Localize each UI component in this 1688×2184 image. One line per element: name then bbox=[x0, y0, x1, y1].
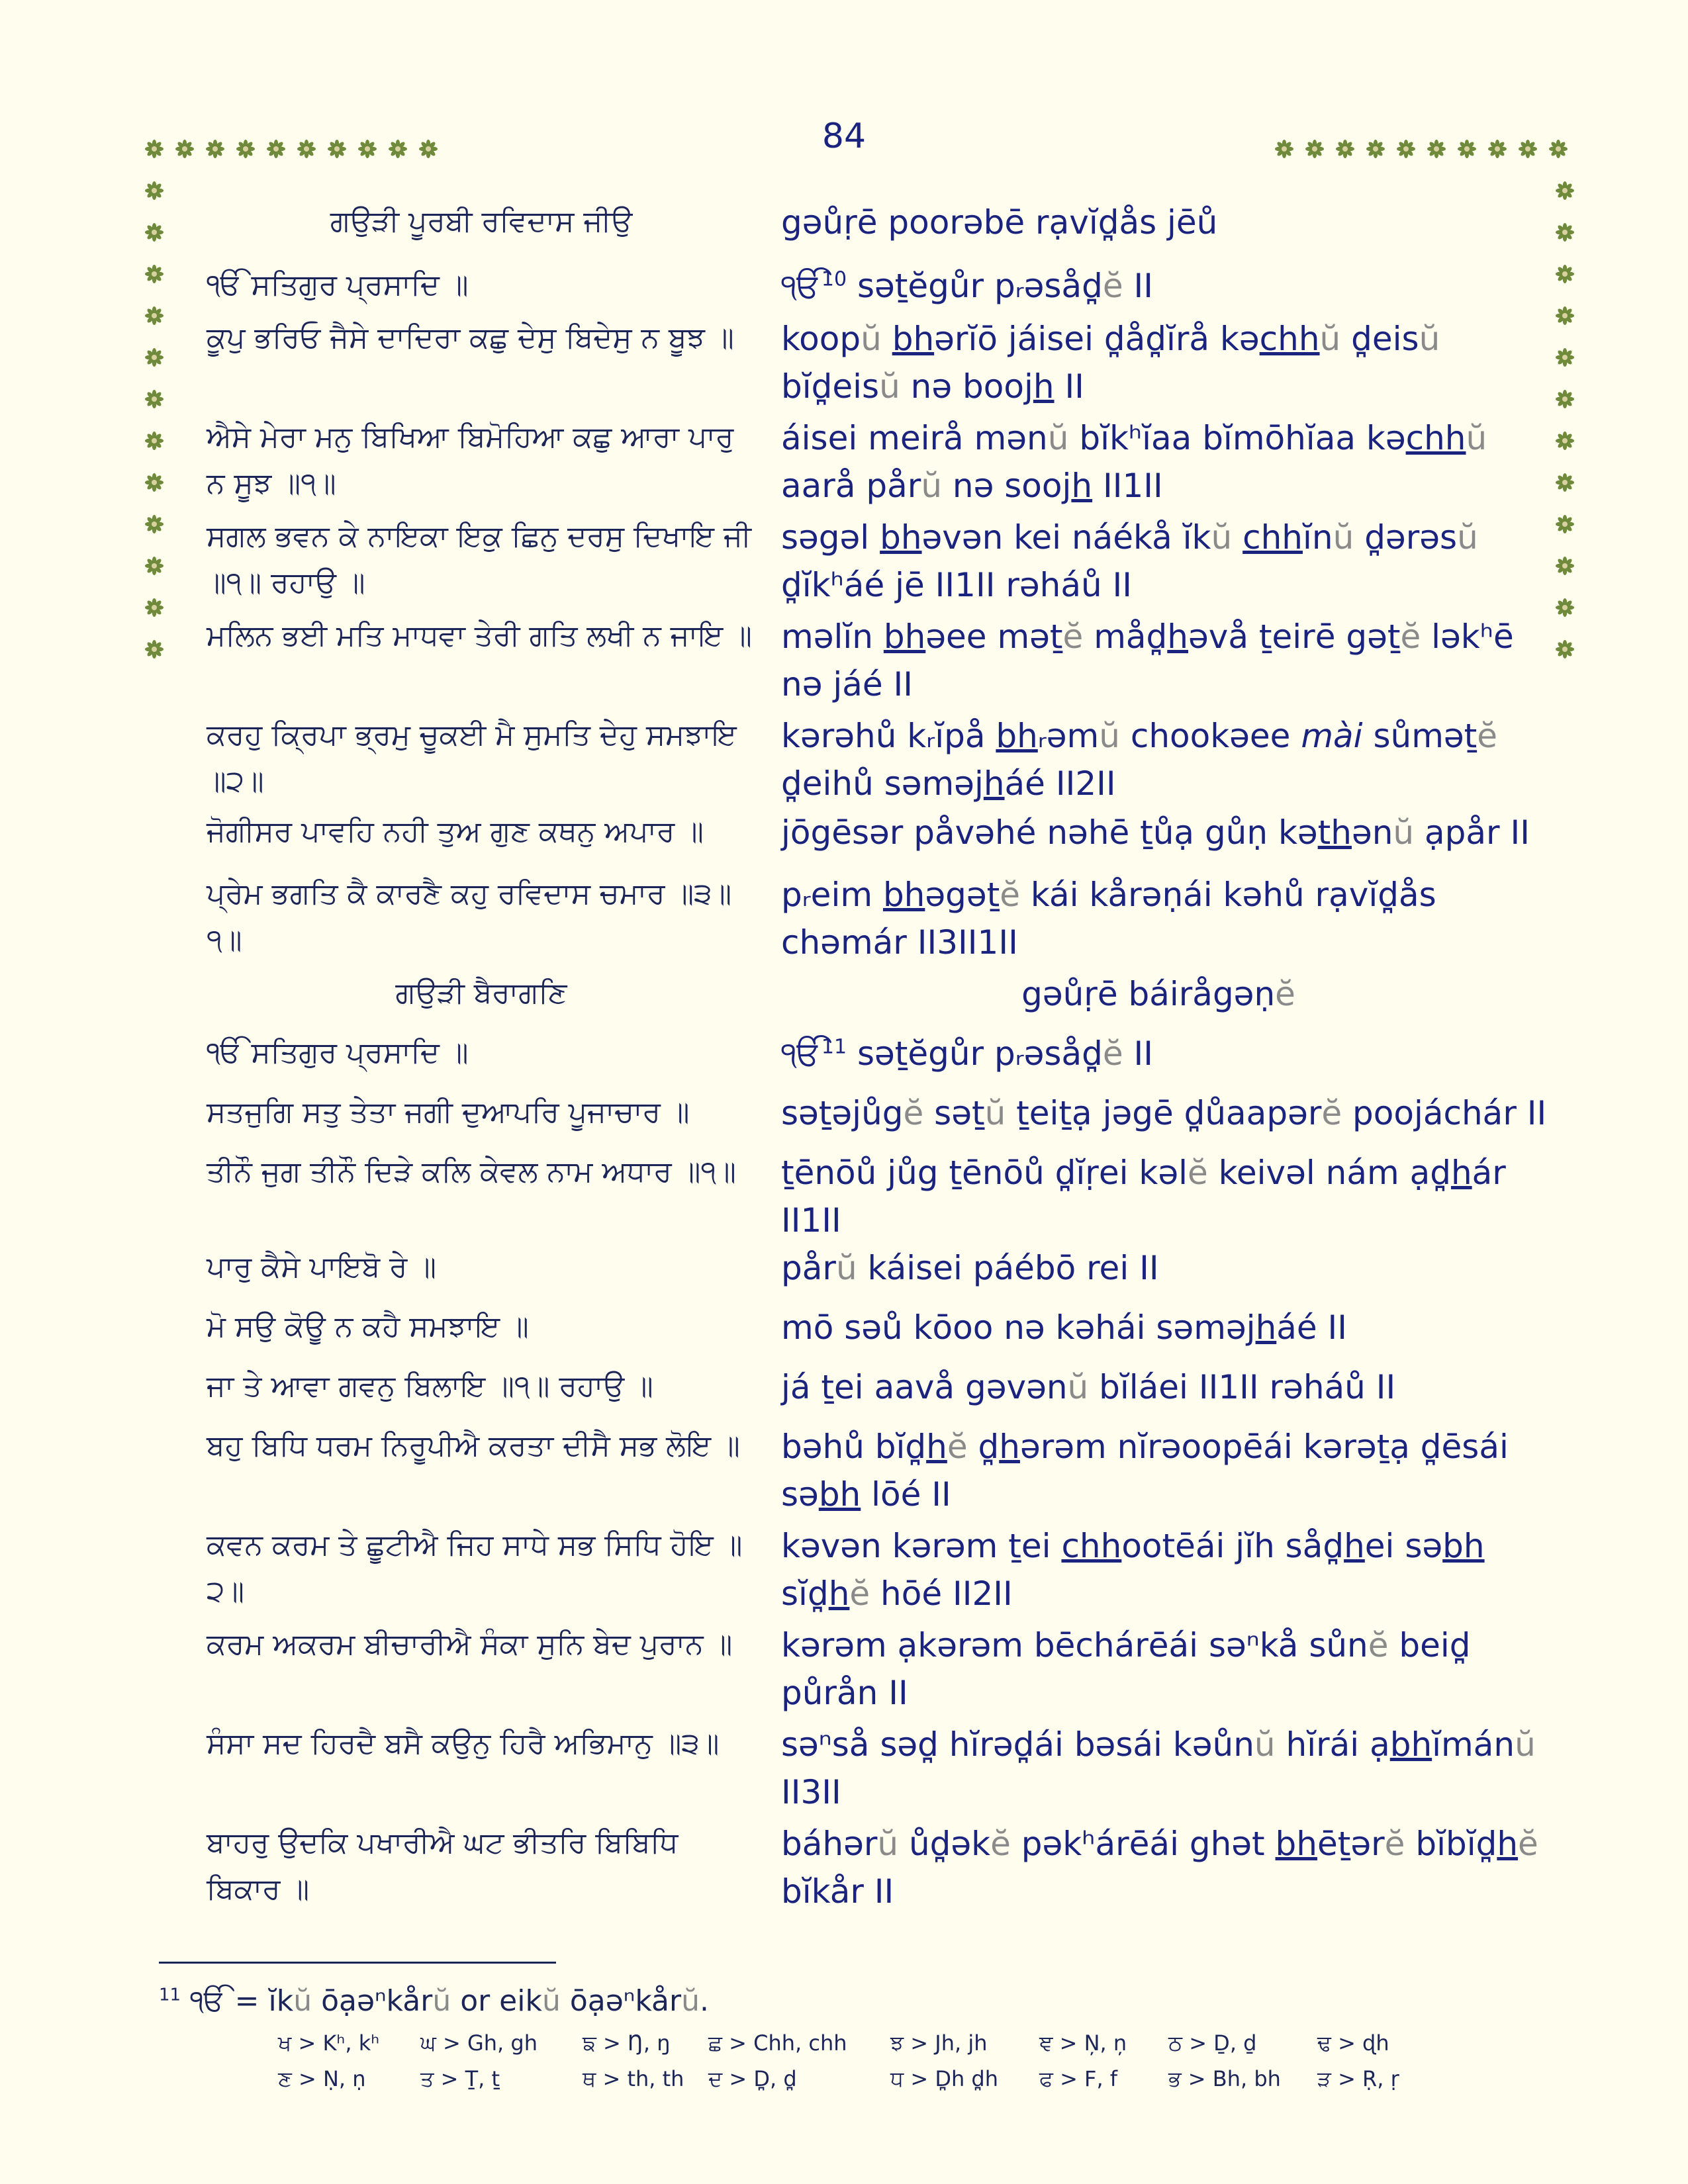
legend-item: ਝ > Jh, jh bbox=[890, 2030, 988, 2056]
legend-item: ੜ > Ṛ, ṛ bbox=[1317, 2066, 1399, 2091]
gurmukhi-line: ਸਗਲ ਭਵਨ ਕੇ ਨਾਇਕਾ ਇਕੁ ਛਿਨੁ ਦਰਸੁ ਦਿਖਾਇ ਜੀ ॥੧॥ ਰਹਾਉ ॥ bbox=[207, 520, 751, 600]
flower-ornament-icon bbox=[175, 139, 195, 159]
flower-ornament-icon bbox=[1555, 598, 1575, 617]
transliteration-line: səⁿså səd̪ hĭrəd̪ái bəsái kəůnŭ hĭrái ạbhĭmánŭ II3II bbox=[781, 1725, 1536, 1811]
legend-item: ਛ > Chh, chh bbox=[708, 2030, 847, 2056]
transliteration-line: kəvən kərəm ṯei chhootēái jĭh såd̪hei səbh sĭd̪hĕ hōé II2II bbox=[781, 1527, 1485, 1613]
flower-ornament-icon bbox=[418, 139, 438, 159]
flower-ornament-icon bbox=[1555, 347, 1575, 367]
legend-item: ਠ > Ḏ, ḏ bbox=[1168, 2030, 1257, 2056]
gurmukhi-line: ਜੋਗੀਸਰ ਪਾਵਹਿ ਨਹੀ ਤੁਅ ਗੁਣ ਕਥਨੁ ਅਪਾਰ ॥ bbox=[207, 815, 704, 848]
flower-ornament-icon bbox=[1305, 139, 1325, 159]
flower-ornament-icon bbox=[1555, 473, 1575, 492]
transliteration-line: mō səů kōoo nə kəhái səməjháé II bbox=[781, 1308, 1348, 1347]
flower-ornament-icon bbox=[144, 598, 164, 617]
flower-ornament-icon bbox=[1457, 139, 1477, 159]
transliteration-line: gəůṛē báirågəṇĕ bbox=[1021, 975, 1295, 1013]
transliteration-line: kərəm ạkərəm bēchárēái səⁿkå sůnĕ beid̪ půrån II bbox=[781, 1626, 1471, 1712]
gurmukhi-line: ਪ੍ਰੇਮ ਭਗਤਿ ਕੈ ਕਾਰਣੈ ਕਹੁ ਰਵਿਦਾਸ ਚਮਾਰ ॥੩॥੧॥ bbox=[207, 877, 732, 957]
flower-ornament-icon bbox=[266, 139, 286, 159]
flower-ornament-icon bbox=[1555, 514, 1575, 534]
legend-row bbox=[278, 2030, 1470, 2066]
flower-ornament-icon bbox=[297, 139, 316, 159]
gurmukhi-line: ਕੂਪੁ ਭਰਿਓ ਜੈਸੇ ਦਾਦਿਰਾ ਕਛੁ ਦੇਸੁ ਬਿਦੇਸੁ ਨ ਬੂਝ ॥ bbox=[207, 321, 734, 355]
transliteration-line: məlĭn bhəee məṯĕ måd̪həvå ṯeirē gəṯĕ ləkʰē nə jáé II bbox=[781, 617, 1514, 704]
gurmukhi-line: ਪਾਰੁ ਕੈਸੇ ਪਾਇਬੋ ਰੇ ॥ bbox=[207, 1250, 437, 1284]
gurmukhi-line: ਕਵਨ ਕਰਮ ਤੇ ਛੂਟੀਐ ਜਿਹ ਸਾਧੇ ਸਭ ਸਿਧਿ ਹੋਇ ॥੨॥ bbox=[207, 1528, 743, 1608]
gurmukhi-line: ਬਾਹਰੁ ਉਦਕਿ ਪਖਾਰੀਐ ਘਟ ਭੀਤਰਿ ਬਿਬਿਧਿ ਬਿਕਾਰ ॥ bbox=[207, 1826, 679, 1906]
flower-ornament-icon bbox=[236, 139, 256, 159]
flower-ornament-icon bbox=[1555, 264, 1575, 284]
transliteration-line: pårŭ káisei páébō rei II bbox=[781, 1249, 1159, 1287]
gurmukhi-line: ਮੋ ਸਉ ਕੋਊ ਨ ਕਹੈ ਸਮਝਾਇ ॥ bbox=[207, 1310, 529, 1343]
flower-ornament-icon bbox=[1335, 139, 1355, 159]
transliteration-line: já ṯei aavå gəvənŭ bĭláei II1II rəháů II bbox=[781, 1368, 1396, 1406]
flower-ornament-icon bbox=[1555, 181, 1575, 201]
flower-ornament-icon bbox=[144, 139, 164, 159]
flower-ornament-icon bbox=[144, 306, 164, 326]
flower-ornament-icon bbox=[144, 473, 164, 492]
transliteration-line: səṯəjůgĕ səṯŭ ṯeiṯạ jəgē d̪ůaapərĕ poojáchár II bbox=[781, 1094, 1547, 1132]
legend-item: ਞ > Ņ, ņ bbox=[1039, 2030, 1127, 2056]
legend-item: ਢ > ɖh bbox=[1317, 2030, 1389, 2056]
transliteration-line: pᵣeim bhəgəṯĕ kái kårəṇái kəhů rạvĭd̪ås chəmár II3II1II bbox=[781, 876, 1436, 962]
flower-ornament-icon bbox=[144, 556, 164, 576]
legend-item: ਦ > D̪, d̪ bbox=[708, 2066, 797, 2091]
gurmukhi-line: ੴ ਸਤਿਗੁਰ ਪ੍ਰਸਾਦਿ ॥ bbox=[207, 268, 469, 302]
gurmukhi-line: ਤੀਨੌ ਜੁਗ ਤੀਨੌ ਦਿੜੇ ਕਲਿ ਕੇਵਲ ਨਾਮ ਅਧਾਰ ॥੧॥ bbox=[207, 1155, 736, 1189]
legend-item: ਥ > th, th bbox=[583, 2066, 684, 2091]
legend-row bbox=[278, 2066, 1470, 2102]
flower-ornament-icon bbox=[1555, 306, 1575, 326]
gurmukhi-line: ਮਲਿਨ ਭਈ ਮਤਿ ਮਾਧਵਾ ਤੇਰੀ ਗਤਿ ਲਖੀ ਨ ਜਾਇ ॥ bbox=[207, 619, 752, 653]
flower-ornament-icon bbox=[144, 181, 164, 201]
flower-ornament-icon bbox=[144, 347, 164, 367]
transliteration-legend bbox=[278, 2030, 1470, 2102]
legend-item: ਧ > D̪h d̪h bbox=[890, 2066, 999, 2091]
page-number: 84 bbox=[821, 116, 867, 156]
transliteration-line: ੴ$^{10}$ səṯĕgůr pᵣəsåd̪ĕ II bbox=[781, 267, 1154, 305]
gurmukhi-line: ਜਾ ਤੇ ਆਵਾ ਗਵਨੁ ਬਿਲਾਇ ॥੧॥ ਰਹਾਉ ॥ bbox=[207, 1369, 653, 1403]
flower-ornament-icon bbox=[1274, 139, 1294, 159]
gurmukhi-line: ਸਤਜੁਗਿ ਸਤੁ ਤੇਤਾ ਜਗੀ ਦੁਆਪਰਿ ਪੂਜਾਚਾਰ ॥ bbox=[207, 1095, 690, 1129]
flower-ornament-icon bbox=[388, 139, 408, 159]
legend-item: ਘ > Gh, gh bbox=[420, 2030, 538, 2056]
flower-ornament-icon bbox=[1555, 389, 1575, 409]
flower-ornament-icon bbox=[1555, 556, 1575, 576]
legend-item: ਙ > Ŋ, ŋ bbox=[583, 2030, 671, 2056]
legend-item: ਤ > Ṯ, ṯ bbox=[420, 2066, 500, 2091]
footnote: $^{11}$ ੴ = ĭkŭ ōạəⁿkårŭ or eikŭ ōạəⁿkårŭ. bbox=[159, 1984, 709, 2018]
flower-ornament-icon bbox=[1518, 139, 1538, 159]
legend-item: ਣ > Ṇ, ṇ bbox=[278, 2066, 366, 2091]
flower-ornament-icon bbox=[1555, 431, 1575, 451]
flower-ornament-icon bbox=[144, 264, 164, 284]
flower-ornament-icon bbox=[1487, 139, 1507, 159]
flower-ornament-icon bbox=[144, 639, 164, 659]
gurmukhi-line: ਗਉੜੀ ਪੂਰਬੀ ਰਵਿਦਾਸ ਜੀਉ bbox=[330, 205, 633, 238]
gurmukhi-line: ਕਰਮ ਅਕਰਮ ਬੀਚਾਰੀਐ ਸੰਕਾ ਸੁਨਿ ਬੇਦ ਪੁਰਾਨ ॥ bbox=[207, 1627, 733, 1661]
transliteration-line: koopŭ bhərĭō jáisei d̪åd̪ĭrå kəchhŭ d̪eisŭ bĭd̪eisŭ nə boojh II bbox=[781, 320, 1440, 406]
flower-ornament-icon bbox=[144, 514, 164, 534]
gurmukhi-line: ਕਰਹੁ ਕ੍ਰਿਪਾ ਭ੍ਰਮੁ ਚੂਕਈ ਮੈ ਸੁਮਤਿ ਦੇਹੁ ਸਮਝਾਇ ॥੨॥ bbox=[207, 718, 737, 798]
legend-item: ਫ > F, f bbox=[1039, 2066, 1118, 2091]
flower-ornament-icon bbox=[144, 222, 164, 242]
transliteration-line: gəůṛē poorəbē rạvĭd̪ås jēů bbox=[781, 203, 1218, 242]
gurmukhi-line: ਐਸੇ ਮੇਰਾ ਮਨੁ ਬਿਖਿਆ ਬਿਮੋਹਿਆ ਕਛੁ ਆਰਾ ਪਾਰੁ ਨ ਸੂਝ ॥੧॥ bbox=[207, 420, 734, 500]
flower-ornament-icon bbox=[144, 389, 164, 409]
flower-ornament-icon bbox=[205, 139, 225, 159]
gurmukhi-line: ਗਉੜੀ ਬੈਰਾਗਣਿ bbox=[395, 976, 567, 1010]
transliteration-line: səgəl bhəvən kei náékå ĭkŭ chhĭnŭ d̪ərəsŭ d̪ĭkʰáé jē II1II rəháů II bbox=[781, 518, 1478, 604]
gurmukhi-line: ੴ ਸਤਿਗੁਰ ਪ੍ਰਸਾਦਿ ॥ bbox=[207, 1036, 469, 1069]
gurmukhi-line: ਸੰਸਾ ਸਦ ਹਿਰਦੈ ਬਸੈ ਕਉਨੁ ਹਿਰੈ ਅਭਿਮਾਨੁ ॥੩॥ bbox=[207, 1727, 720, 1760]
transliteration-line: bəhů bĭd̪hĕ d̪hərəm nĭrəoopēái kərəṯạ d̪ēsái səbh lōé II bbox=[781, 1428, 1509, 1514]
transliteration-line: kərəhů kᵣĭpå bhᵣəmŭ chookəee mài sůməṯĕ d̪eihů səməjháé II2II bbox=[781, 717, 1498, 803]
flower-ornament-icon bbox=[1555, 639, 1575, 659]
flower-ornament-icon bbox=[1548, 139, 1568, 159]
legend-item: ਭ > Bh, bh bbox=[1168, 2066, 1281, 2091]
transliteration-line: jōgēsər påvəhé nəhē ṯůạ gůṇ kəthənŭ ạpår II bbox=[781, 813, 1530, 852]
flower-ornament-icon bbox=[1366, 139, 1385, 159]
flower-ornament-icon bbox=[1555, 222, 1575, 242]
legend-item: ਖ > Kʰ, kʰ bbox=[278, 2030, 380, 2056]
flower-ornament-icon bbox=[327, 139, 347, 159]
transliteration-line: ṯēnōů jůg ṯēnōů d̪ĭṛei kəlĕ keivəl nám ạd̪hár II1II bbox=[781, 1154, 1506, 1240]
transliteration-line: ੴ$^{11}$ səṯĕgůr pᵣəsåd̪ĕ II bbox=[781, 1034, 1154, 1073]
flower-ornament-icon bbox=[357, 139, 377, 159]
flower-ornament-icon bbox=[1396, 139, 1416, 159]
transliteration-line: áisei meirå mənŭ bĭkʰĭaa bĭmōhĭaa kəchhŭ aarå pårŭ nə soojh II1II bbox=[781, 419, 1487, 505]
flower-ornament-icon bbox=[144, 431, 164, 451]
transliteration-line: báhərŭ ůd̪əkĕ pəkʰárēái ghət bhēṯərĕ bĭbĭd̪hĕ bĭkår II bbox=[781, 1825, 1538, 1911]
flower-ornament-icon bbox=[1427, 139, 1446, 159]
gurmukhi-line: ਬਹੁ ਬਿਧਿ ਧਰਮ ਨਿਰੂਪੀਐ ਕਰਤਾ ਦੀਸੈ ਸਭ ਲੋਇ ॥ bbox=[207, 1429, 740, 1463]
footnote-rule bbox=[159, 1962, 556, 1964]
